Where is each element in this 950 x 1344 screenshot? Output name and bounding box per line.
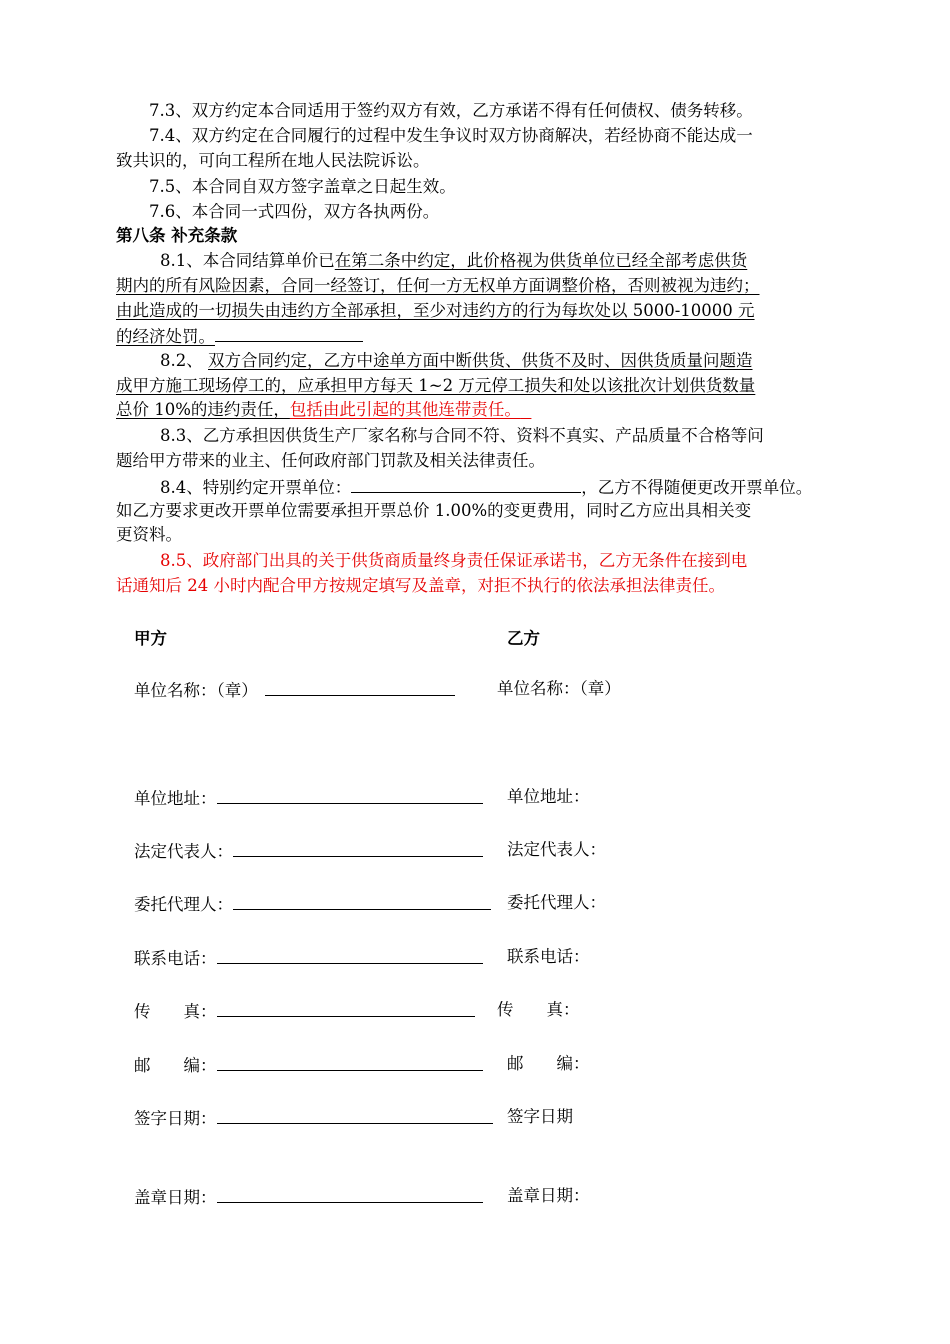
clause-8-1-line4 bbox=[116, 323, 363, 349]
party-b-agent: 委托代理人： bbox=[507, 893, 606, 912]
party-a-unit-address bbox=[134, 785, 483, 811]
party-a-postcode-label: 邮 编： bbox=[134, 1056, 217, 1075]
party-a-sign-date-blank[interactable] bbox=[217, 1105, 493, 1124]
party-a-label: 甲方 bbox=[134, 629, 167, 648]
clause-8-2-prefix: 8.2、 bbox=[160, 351, 208, 370]
clause-8-3-line1: 8.3、乙方承担因供货生产厂家名称与合同不符、资料不真实、产品质量不合格等问 bbox=[160, 426, 764, 445]
party-a-unit-name bbox=[134, 677, 455, 703]
clause-8-1-tail: 的经济处罚。 bbox=[116, 327, 215, 346]
clause-8-5-line2: 话通知后 24 小时内配合甲方按规定填写及盖章，对拒不执行的依法承担法律责任。 bbox=[116, 576, 725, 595]
party-b-unit-name: 单位名称：（章） bbox=[497, 679, 621, 698]
party-a-agent bbox=[134, 891, 491, 917]
party-a-legal-rep bbox=[134, 838, 483, 864]
clause-8-1-underlined: 在第二条中约定，此价格视为供货单位已经全部考虑供货 bbox=[334, 251, 748, 270]
clause-8-2-joint-liability: 包括由此引起的其他连带责任。 bbox=[289, 400, 521, 419]
clause-7-3: 7.3、双方约定本合同适用于签约双方有效，乙方承诺不得有任何债权、债务转移。 bbox=[149, 101, 753, 120]
party-a-seal-date-blank[interactable] bbox=[217, 1184, 483, 1203]
party-a-legal-rep-label: 法定代表人： bbox=[134, 842, 233, 861]
party-a-unit-name-label: 单位名称：（章） bbox=[134, 681, 258, 700]
party-a-phone bbox=[134, 945, 483, 971]
party-a-legal-rep-blank[interactable] bbox=[233, 838, 483, 857]
clause-8-2-underlined: 双方合同约定，乙方中途单方面中断供货、供货不及时、因供货质量问题造 bbox=[208, 351, 753, 370]
clause-8-1-blank bbox=[215, 323, 363, 342]
party-a-phone-blank[interactable] bbox=[217, 945, 483, 964]
clause-7-5: 7.5、本合同自双方签字盖章之日起生效。 bbox=[149, 177, 456, 196]
clause-8-2-liability: 总价 10%的违约责任， bbox=[116, 400, 290, 419]
party-b-label: 乙方 bbox=[507, 629, 540, 648]
clause-8-2-line1 bbox=[160, 349, 753, 373]
party-a-sign-date-label: 签字日期： bbox=[134, 1109, 217, 1128]
party-a-fax-blank[interactable] bbox=[217, 998, 475, 1017]
clause-8-2-line2: 成甲方施工现场停工的，应承担甲方每天 1~2 万元停工损失和处以该批次计划供货数量 bbox=[116, 376, 756, 395]
clause-8-1-line1 bbox=[160, 249, 747, 273]
clause-8-2-line3 bbox=[116, 398, 531, 422]
party-b-sign-date: 签字日期 bbox=[507, 1107, 573, 1126]
clause-8-1-line2: 期内的所有风险因素，合同一经签订，任何一方无权单方面调整价格，否则被视为违约； bbox=[116, 276, 760, 295]
party-a-sign-date bbox=[134, 1105, 493, 1131]
clause-8-5-line1: 8.5、政府部门出具的关于供货商质量终身责任保证承诺书，乙方无条件在接到电 bbox=[160, 551, 748, 570]
party-b-fax: 传 真： bbox=[497, 1000, 580, 1019]
party-a-phone-label: 联系电话： bbox=[134, 949, 217, 968]
party-a-unit-address-label: 单位地址： bbox=[134, 789, 217, 808]
party-a-postcode bbox=[134, 1052, 483, 1078]
party-a-unit-name-blank[interactable] bbox=[265, 677, 455, 696]
party-a-postcode-blank[interactable] bbox=[217, 1052, 483, 1071]
clause-8-3-line2: 题给甲方带来的业主、任何政府部门罚款及相关法律责任。 bbox=[116, 451, 545, 470]
clause-8-heading: 第八条 补充条款 bbox=[116, 226, 238, 245]
party-a-seal-date-label: 盖章日期： bbox=[134, 1188, 217, 1207]
party-b-legal-rep: 法定代表人： bbox=[507, 840, 606, 859]
clause-8-4-prefix: 8.4、特别约定开票单位： bbox=[160, 478, 352, 497]
clause-7-4-line1: 7.4、双方约定在合同履行的过程中发生争议时双方协商解决，若经协商不能达成一 bbox=[149, 126, 753, 145]
party-a-unit-address-blank[interactable] bbox=[217, 785, 483, 804]
party-a-agent-blank[interactable] bbox=[233, 891, 491, 910]
clause-8-4-line1 bbox=[160, 474, 812, 500]
clause-8-4-line3: 更资料。 bbox=[116, 525, 182, 544]
party-b-phone: 联系电话： bbox=[507, 947, 590, 966]
party-b-seal-date: 盖章日期： bbox=[507, 1186, 590, 1205]
clause-7-4-line2: 致共识的，可向工程所在地人民法院诉讼。 bbox=[116, 151, 430, 170]
clause-8-4-line2: 如乙方要求更改开票单位需要承担开票总价 1.00%的变更费用，同时乙方应出具相关变 bbox=[116, 501, 752, 520]
clause-8-1-prefix: 8.1、本合同结算单价已 bbox=[160, 251, 335, 270]
clause-8-4-suffix: ，乙方不得随便更改开票单位。 bbox=[581, 478, 813, 497]
clause-8-1-line3: 由此造成的一切损失由违约方全部承担，至少对违约方的行为每坎处以 5000-10000 元 bbox=[116, 301, 755, 320]
party-b-postcode: 邮 编： bbox=[507, 1054, 590, 1073]
clause-7-6: 7.6、本合同一式四份，双方各执两份。 bbox=[149, 202, 440, 221]
party-a-seal-date bbox=[134, 1184, 483, 1210]
party-a-agent-label: 委托代理人： bbox=[134, 895, 233, 914]
invoice-unit-blank[interactable] bbox=[351, 474, 581, 493]
party-b-unit-address: 单位地址： bbox=[507, 787, 590, 806]
party-a-fax-label: 传 真： bbox=[134, 1002, 217, 1021]
party-a-fax bbox=[134, 998, 475, 1024]
